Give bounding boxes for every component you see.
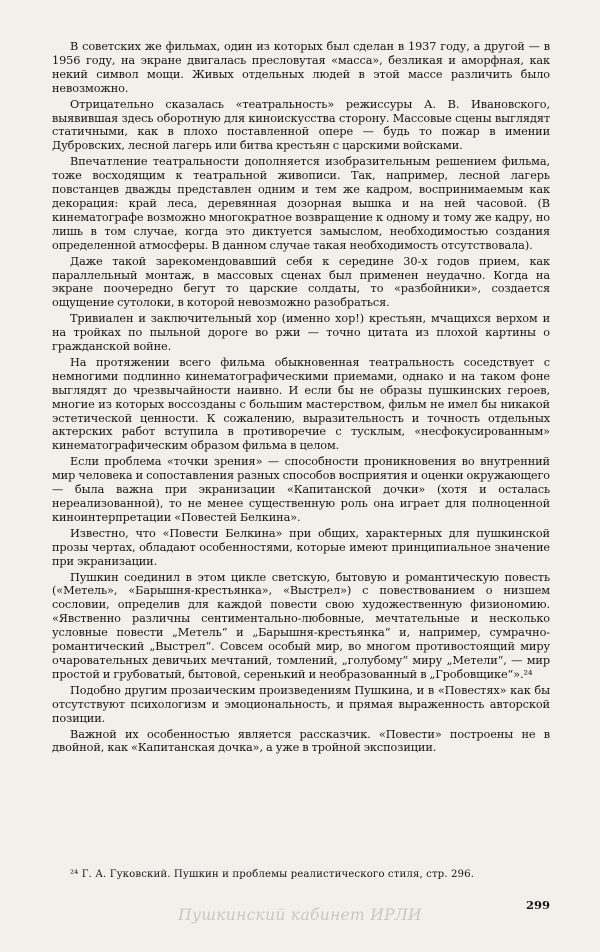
page-body: [52, 40, 550, 757]
paragraph-1: В советских же фильмах, один из которых был сделан в 1937 году, а другой — в 1956 году, на экране двигалась пресловутая «масса», безликая и аморфная, как некий символ мощи. Живых отдельных людей в этой массе различить было невозможно.: [52, 40, 550, 95]
page-number: 299: [525, 898, 550, 912]
paragraph-8: Известно, что «Повести Белкина» при общих, характерных для пушкинской прозы чертах, обладают особенностями, которые имеют принципиальное значение при экранизации.: [52, 526, 550, 568]
paragraph-7: Если проблема «точки зрения» — способности проникновения во внутренний мир человека и сопоставления разных способов восприятия и оценки окружающего — была важна при экранизации «Капитанской дочки» (хотя и осталась нереализованной), то не менее существенную роль она играет для полноценной киноинтерпретации «Повестей Белкина».: [52, 455, 550, 524]
paragraph-2: Отрицательно сказалась «театральность» режиссуры А. В. Ивановского, выявившая здесь оборотную для киноискусства сторону. Массовые сцены выглядят статичными, как в плохо поставленной опере — будь то пожар в имении Дубровских, лесной лагерь или битва крестьян с царскими войсками.: [52, 97, 550, 153]
paragraph-3: Впечатление театральности дополняется изобразительным решением фильма, тоже восходящим к театральной живописи. Так, например, лесной лагерь повстанцев дважды представлен одним и тем же кадром, воспринимаемым как декорация: край леса, деревянная дозорная вышка и на ней часовой. (В кинематографе возможно многократное возвращение к одному и тому же кадру, но лишь в том случае, когда это диктуется замыслом, необходимостью создания определенной атмосферы. В данном случае такая необходимость отсутствовала).: [52, 155, 550, 252]
paragraph-6: На протяжении всего фильма обыкновенная театральность соседствует с немногими подлинно кинематографическими приемами, однако и на таком фоне выглядят до чрезвычайности наивно. И если бы не образы пушкинских героев, многие из которых воссозданы с большим мастерством, фильм не имел бы никакой эстетической ценности. К сожалению, выразительность и точность отдельных актерских работ вступила в противоречие с тусклым, «несфокусированным» кинематографическим образом фильма в целом.: [52, 355, 550, 453]
paragraph-11: Важной их особенностью является рассказчик. «Повести» построены не в двойной, как «Капитанская дочка», а уже в тройной экспозиции.: [52, 727, 550, 755]
paragraph-9: Пушкин соединил в этом цикле светскую, бытовую и романтическую повесть («Метель», «Барышня-крестьянка», «Выстрел») с повествованием о низшем сословии, определив для каждой повести свою художественную физиономию. «Явственно различны сентиментально-любовные, мечтательные и несколько условные повести „Метель“ и „Барышня-крестьянка“ и, например, сумрачно-романтический „Выстрел“. Совсем особый мир, во многом противостоящий миру очаровательных девичьих мечтаний, томлений, „голубому“ миру „Метели“, — мир простой и грубоватый, бытовой, серенький и необразованный в „Гробовщике“».²⁴: [52, 570, 550, 681]
paragraph-5: Тривиален и заключительный хор (именно хор!) крестьян, мчащихся верхом и на тройках по пыльной дороге во ржи — точно цитата из плохой картины о гражданской войне.: [52, 312, 550, 354]
watermark: Пушкинский кабинет ИРЛИ: [178, 906, 422, 924]
paragraph-4: Даже такой зарекомендовавший себя к середине 30-х годов прием, как параллельный монтаж, в массовых сценах был применен неудачно. Когда на экране поочередно бегут то царские солдаты, то «разбойники», создается ощущение сутолоки, в которой невозможно разобраться.: [52, 254, 550, 310]
paragraph-10: Подобно другим прозаическим произведениям Пушкина, и в «Повестях» как бы отсутствуют психологизм и эмоциональность, и прямая выраженность авторской позиции.: [52, 683, 550, 725]
footnote: ²⁴ Г. А. Гуковский. Пушкин и проблемы реалистического стиля, стр. 296.: [70, 869, 475, 880]
